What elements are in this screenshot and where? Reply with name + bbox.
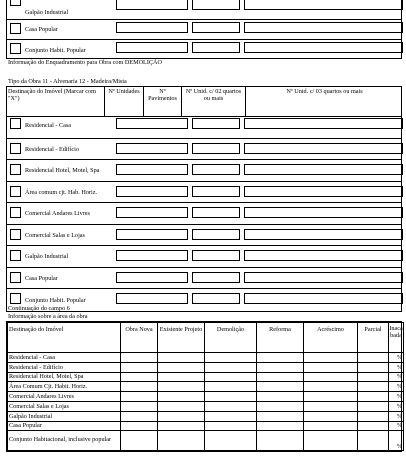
top-destination-block: [6, 0, 402, 59]
cell[interactable]: [158, 353, 205, 363]
continuacao: Continuação do campo 6: [8, 305, 70, 312]
field-box[interactable]: [116, 42, 188, 53]
row-label: Área comum cjt. Hab. Horiz.: [25, 188, 97, 196]
row-label: Residencial - Edifício: [25, 145, 79, 153]
cell[interactable]: [257, 421, 304, 431]
row-checkbox[interactable]: [10, 143, 21, 154]
row-label: Residencial - Casa: [25, 122, 72, 129]
field-box[interactable]: [244, 164, 403, 175]
pct-cell[interactable]: %: [389, 382, 404, 392]
top-row-casa: [7, 20, 401, 40]
pct-cell[interactable]: %: [389, 421, 404, 431]
cell[interactable]: [304, 362, 358, 372]
field-box[interactable]: [192, 164, 240, 175]
cell[interactable]: [205, 392, 257, 402]
header-pavimentos: Nº Pavimentos: [144, 87, 182, 117]
field-box[interactable]: [116, 293, 188, 304]
row-checkbox[interactable]: [10, 164, 21, 175]
field-box[interactable]: [244, 118, 403, 129]
field-box[interactable]: [192, 42, 240, 53]
cell[interactable]: [121, 411, 158, 421]
field-box[interactable]: [116, 118, 188, 129]
cell[interactable]: [304, 411, 358, 421]
cell[interactable]: [257, 372, 304, 382]
header-unid-03: Nº Unid. c/ 03 quartos ou mais: [286, 88, 363, 95]
pct-cell[interactable]: %: [389, 353, 404, 363]
row-label: Galpão Industrial: [25, 253, 69, 260]
col-destinacao: Destinação do Imóvel: [8, 323, 121, 353]
row-label: Conjunto Habitacional, inclusive popular: [8, 431, 121, 451]
cell[interactable]: [358, 353, 389, 363]
cell[interactable]: [121, 421, 158, 431]
cell[interactable]: [257, 401, 304, 411]
pct-cell[interactable]: %: [389, 362, 404, 372]
row-checkbox[interactable]: [10, 250, 21, 261]
table-row: [8, 372, 404, 382]
cell[interactable]: [158, 431, 205, 451]
cell[interactable]: [158, 372, 205, 382]
top-row-galpao: [7, 0, 401, 20]
col-parcial: Parcial: [358, 323, 389, 353]
field-box[interactable]: [192, 186, 240, 197]
casa-checkbox[interactable]: [10, 23, 21, 34]
row-checkbox[interactable]: [10, 229, 21, 240]
cell[interactable]: [158, 421, 205, 431]
tipo-obra: Tipo da Obra 11 - Alvenaria 12 - Madeira/Mista: [8, 78, 127, 85]
row-checkbox[interactable]: [10, 186, 21, 197]
col-reforma: Reforma: [257, 323, 304, 353]
field-box[interactable]: [116, 143, 188, 154]
cell[interactable]: [304, 401, 358, 411]
col-demolicao: Demolição: [205, 323, 257, 353]
cell[interactable]: [121, 431, 158, 451]
field-box[interactable]: [244, 143, 403, 154]
cell[interactable]: [304, 372, 358, 382]
field-box[interactable]: [192, 272, 240, 283]
cell[interactable]: [205, 431, 257, 451]
row-label: Residencial Hotel, Motel, Spa: [8, 372, 121, 382]
field-box[interactable]: [116, 207, 188, 218]
field-box[interactable]: [244, 293, 403, 304]
row-label: Casa Popular: [8, 421, 121, 431]
cell[interactable]: [257, 431, 304, 451]
cell[interactable]: [158, 362, 205, 372]
cell[interactable]: [158, 411, 205, 421]
table-row: [8, 421, 404, 431]
table-row: [8, 353, 404, 363]
area-table: [7, 322, 404, 451]
table-row: [8, 392, 404, 402]
middle-row: [7, 203, 401, 225]
field-box[interactable]: [192, 250, 240, 261]
top-row-conjunto: [7, 40, 401, 58]
cell[interactable]: [358, 382, 389, 392]
info-area: Informação sobre a área da obra: [8, 313, 88, 320]
field-box[interactable]: [244, 42, 403, 53]
table-row: [8, 401, 404, 411]
cell[interactable]: [121, 353, 158, 363]
galpao-checkbox[interactable]: [10, 0, 21, 6]
top-row-label: Casa Popular: [25, 26, 58, 33]
field-box[interactable]: [192, 293, 240, 304]
middle-destination-block: [6, 86, 402, 312]
row-label: Conjunto Habit. Popular: [25, 297, 86, 304]
info-demolicao: Informação do Enquadramento para Obra com DEMOLIÇÃO: [8, 59, 162, 66]
cell[interactable]: [304, 353, 358, 363]
table-row: [8, 362, 404, 372]
field-box[interactable]: [116, 272, 188, 283]
cell[interactable]: [158, 382, 205, 392]
pct-cell[interactable]: %: [389, 372, 404, 382]
cell[interactable]: [205, 362, 257, 372]
field-box[interactable]: [116, 229, 188, 240]
cell[interactable]: [257, 362, 304, 372]
row-label: Galpão Industrial: [8, 411, 121, 421]
field-box[interactable]: [192, 118, 240, 129]
row-label: Comercial Andares Livres: [25, 210, 90, 217]
pct-cell[interactable]: %: [389, 401, 404, 411]
table-row: [8, 382, 404, 392]
field-box[interactable]: [244, 207, 403, 218]
row-label: Casa Popular: [25, 274, 58, 282]
area-table-header: [8, 323, 404, 353]
cell[interactable]: [121, 392, 158, 402]
pct-cell[interactable]: %: [389, 411, 404, 421]
cell[interactable]: [257, 353, 304, 363]
field-box[interactable]: [244, 0, 403, 10]
middle-header: [7, 87, 401, 117]
cell[interactable]: [121, 382, 158, 392]
col-obra-nova: Obra Nova: [121, 323, 158, 353]
cell[interactable]: [304, 392, 358, 402]
middle-row: [7, 160, 401, 182]
top-row-label: Galpão Industrial: [25, 9, 69, 16]
col-existente: Existente Projeto: [158, 323, 205, 353]
table-row: [8, 431, 404, 451]
header-unidades: Nº Unidades: [105, 87, 144, 117]
table-row: [8, 411, 404, 421]
cell[interactable]: [304, 421, 358, 431]
cell[interactable]: [358, 372, 389, 382]
middle-row: [7, 139, 401, 161]
row-label: Comercial Salas e Lojas: [8, 401, 121, 411]
cell[interactable]: [358, 421, 389, 431]
header-destinacao: Destinação do Imóvel (Marcar com "X"): [7, 87, 105, 117]
cell[interactable]: [205, 382, 257, 392]
cell[interactable]: [358, 392, 389, 402]
row-label: Residencial - Edifício: [8, 362, 121, 372]
field-box[interactable]: [244, 250, 403, 261]
cell[interactable]: [257, 392, 304, 402]
cell[interactable]: [121, 362, 158, 372]
pct-cell[interactable]: %: [389, 392, 404, 402]
middle-row: [7, 182, 401, 204]
field-box[interactable]: [116, 0, 188, 10]
row-label: Comercial Salas e Lojas: [25, 231, 85, 239]
cell[interactable]: [205, 411, 257, 421]
middle-row: [7, 117, 401, 139]
cell[interactable]: [304, 431, 358, 451]
cell[interactable]: [358, 431, 389, 451]
cell[interactable]: [358, 362, 389, 372]
row-checkbox[interactable]: [10, 293, 21, 304]
field-box[interactable]: [192, 229, 240, 240]
field-box[interactable]: [244, 229, 403, 240]
pct-cell[interactable]: %: [389, 431, 404, 451]
field-box[interactable]: [116, 22, 188, 33]
cell[interactable]: [257, 411, 304, 421]
cell[interactable]: [205, 353, 257, 363]
field-box[interactable]: [192, 0, 240, 10]
cell[interactable]: [158, 401, 205, 411]
cell[interactable]: [121, 372, 158, 382]
row-label: Comercial Andares Livres: [8, 392, 121, 402]
cell[interactable]: [205, 421, 257, 431]
top-row-label: Conjunto Habit. Popular: [25, 47, 86, 54]
field-box[interactable]: [244, 22, 403, 33]
cell[interactable]: [358, 411, 389, 421]
cell[interactable]: [257, 382, 304, 392]
row-checkbox[interactable]: [10, 272, 21, 283]
middle-row: [7, 268, 401, 290]
col-acrescimo: Acréscimo: [304, 323, 358, 353]
col-inacabada: Inacabada: [389, 323, 404, 353]
cell[interactable]: [121, 401, 158, 411]
field-box[interactable]: [192, 22, 240, 33]
row-checkbox[interactable]: [10, 118, 21, 129]
header-unid-02: Nº Unid. c/ 02 quartos ou mais: [182, 87, 246, 117]
cell[interactable]: [205, 401, 257, 411]
middle-row: [7, 246, 401, 268]
cell[interactable]: [358, 401, 389, 411]
field-box[interactable]: [192, 143, 240, 154]
field-box[interactable]: [244, 272, 403, 283]
field-box[interactable]: [244, 186, 403, 197]
field-box[interactable]: [116, 186, 188, 197]
cell[interactable]: [205, 372, 257, 382]
cell[interactable]: [304, 382, 358, 392]
cell[interactable]: [158, 392, 205, 402]
area-table-block: [6, 321, 402, 452]
field-box[interactable]: [116, 250, 188, 261]
field-box[interactable]: [192, 207, 240, 218]
middle-row: [7, 225, 401, 247]
row-label: Residencial - Casa: [8, 353, 121, 363]
row-label: Área Comum Cjt. Habit. Horiz.: [8, 382, 121, 392]
conjunto-checkbox[interactable]: [10, 43, 21, 54]
field-box[interactable]: [116, 164, 188, 175]
row-label: Residencial Hotel, Motel, Spa: [25, 167, 100, 174]
row-checkbox[interactable]: [10, 207, 21, 218]
